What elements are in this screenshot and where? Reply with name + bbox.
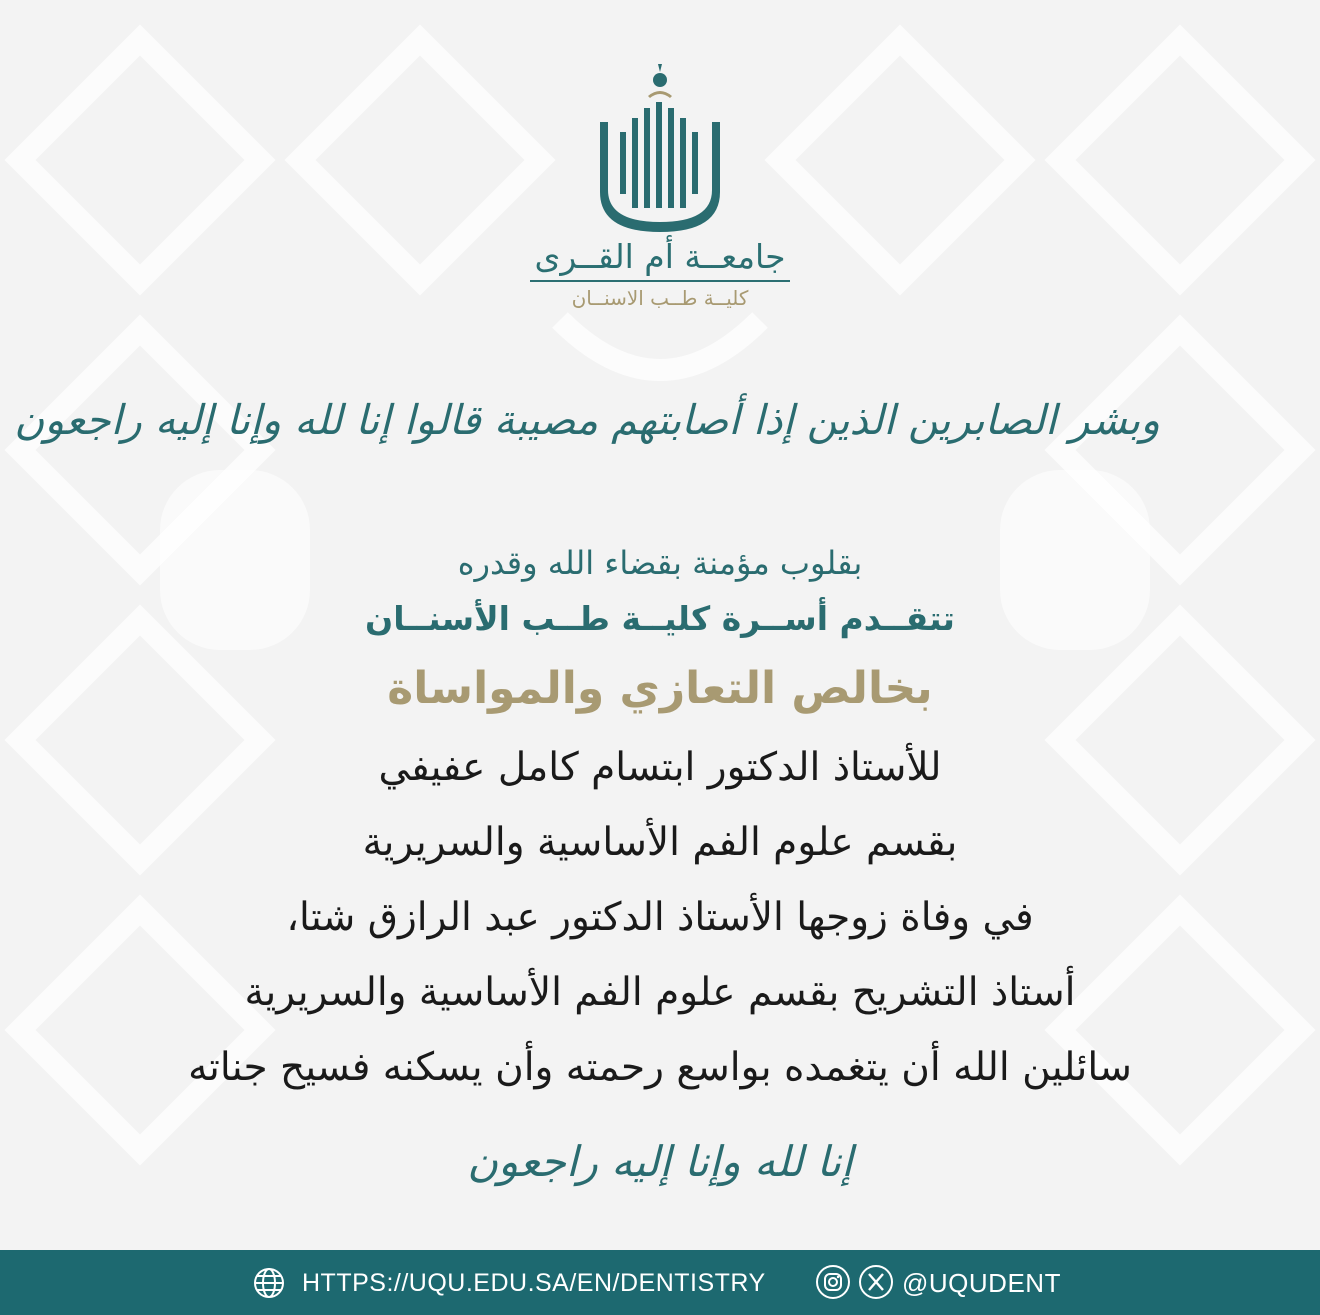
university-logo	[598, 62, 722, 232]
instagram-icon[interactable]	[815, 1264, 851, 1300]
body-line-deceased: في وفاة زوجها الأستاذ الدكتور عبد الرازق شتا،	[286, 895, 1034, 940]
intro-line-college-family: تتقــدم أســرة كليــة طــب الأسنــان	[365, 599, 955, 638]
college-name: كليــة طــب الاسنــان	[571, 286, 749, 310]
logo-divider	[530, 280, 790, 282]
quran-verse-heading: وبشر الصابرين الذين إذا أصابتهم مصيبة قالوا إنا لله وإنا إليه راجعون	[14, 396, 1160, 444]
intro-line-faith: بقلوب مؤمنة بقضاء الله وقدره	[457, 544, 863, 582]
x-icon[interactable]	[858, 1264, 894, 1300]
closing-verse: إنا لله وإنا إليه راجعون	[467, 1137, 853, 1186]
body-line-department: بقسم علوم الفم الأساسية والسريرية	[362, 820, 958, 865]
body-line-deceased-position: أستاذ التشريح بقسم علوم الفم الأساسية والسريرية	[244, 970, 1076, 1015]
social-handle[interactable]: @UQUDENT	[902, 1268, 1061, 1298]
university-name: جامعــة أم القــرى	[534, 237, 786, 276]
website-link[interactable]: HTTPS://UQU.EDU.SA/EN/DENTISTRY	[302, 1269, 766, 1297]
globe-icon	[252, 1266, 286, 1300]
body-line-recipient: للأستاذ الدكتور ابتسام كامل عفيفي	[378, 745, 942, 790]
body-line-prayer: سائلين الله أن يتغمده بواسع رحمته وأن يسكنه فسيح جناته	[188, 1045, 1132, 1090]
condolences-heading: بخالص التعازي والمواساة	[387, 663, 933, 714]
